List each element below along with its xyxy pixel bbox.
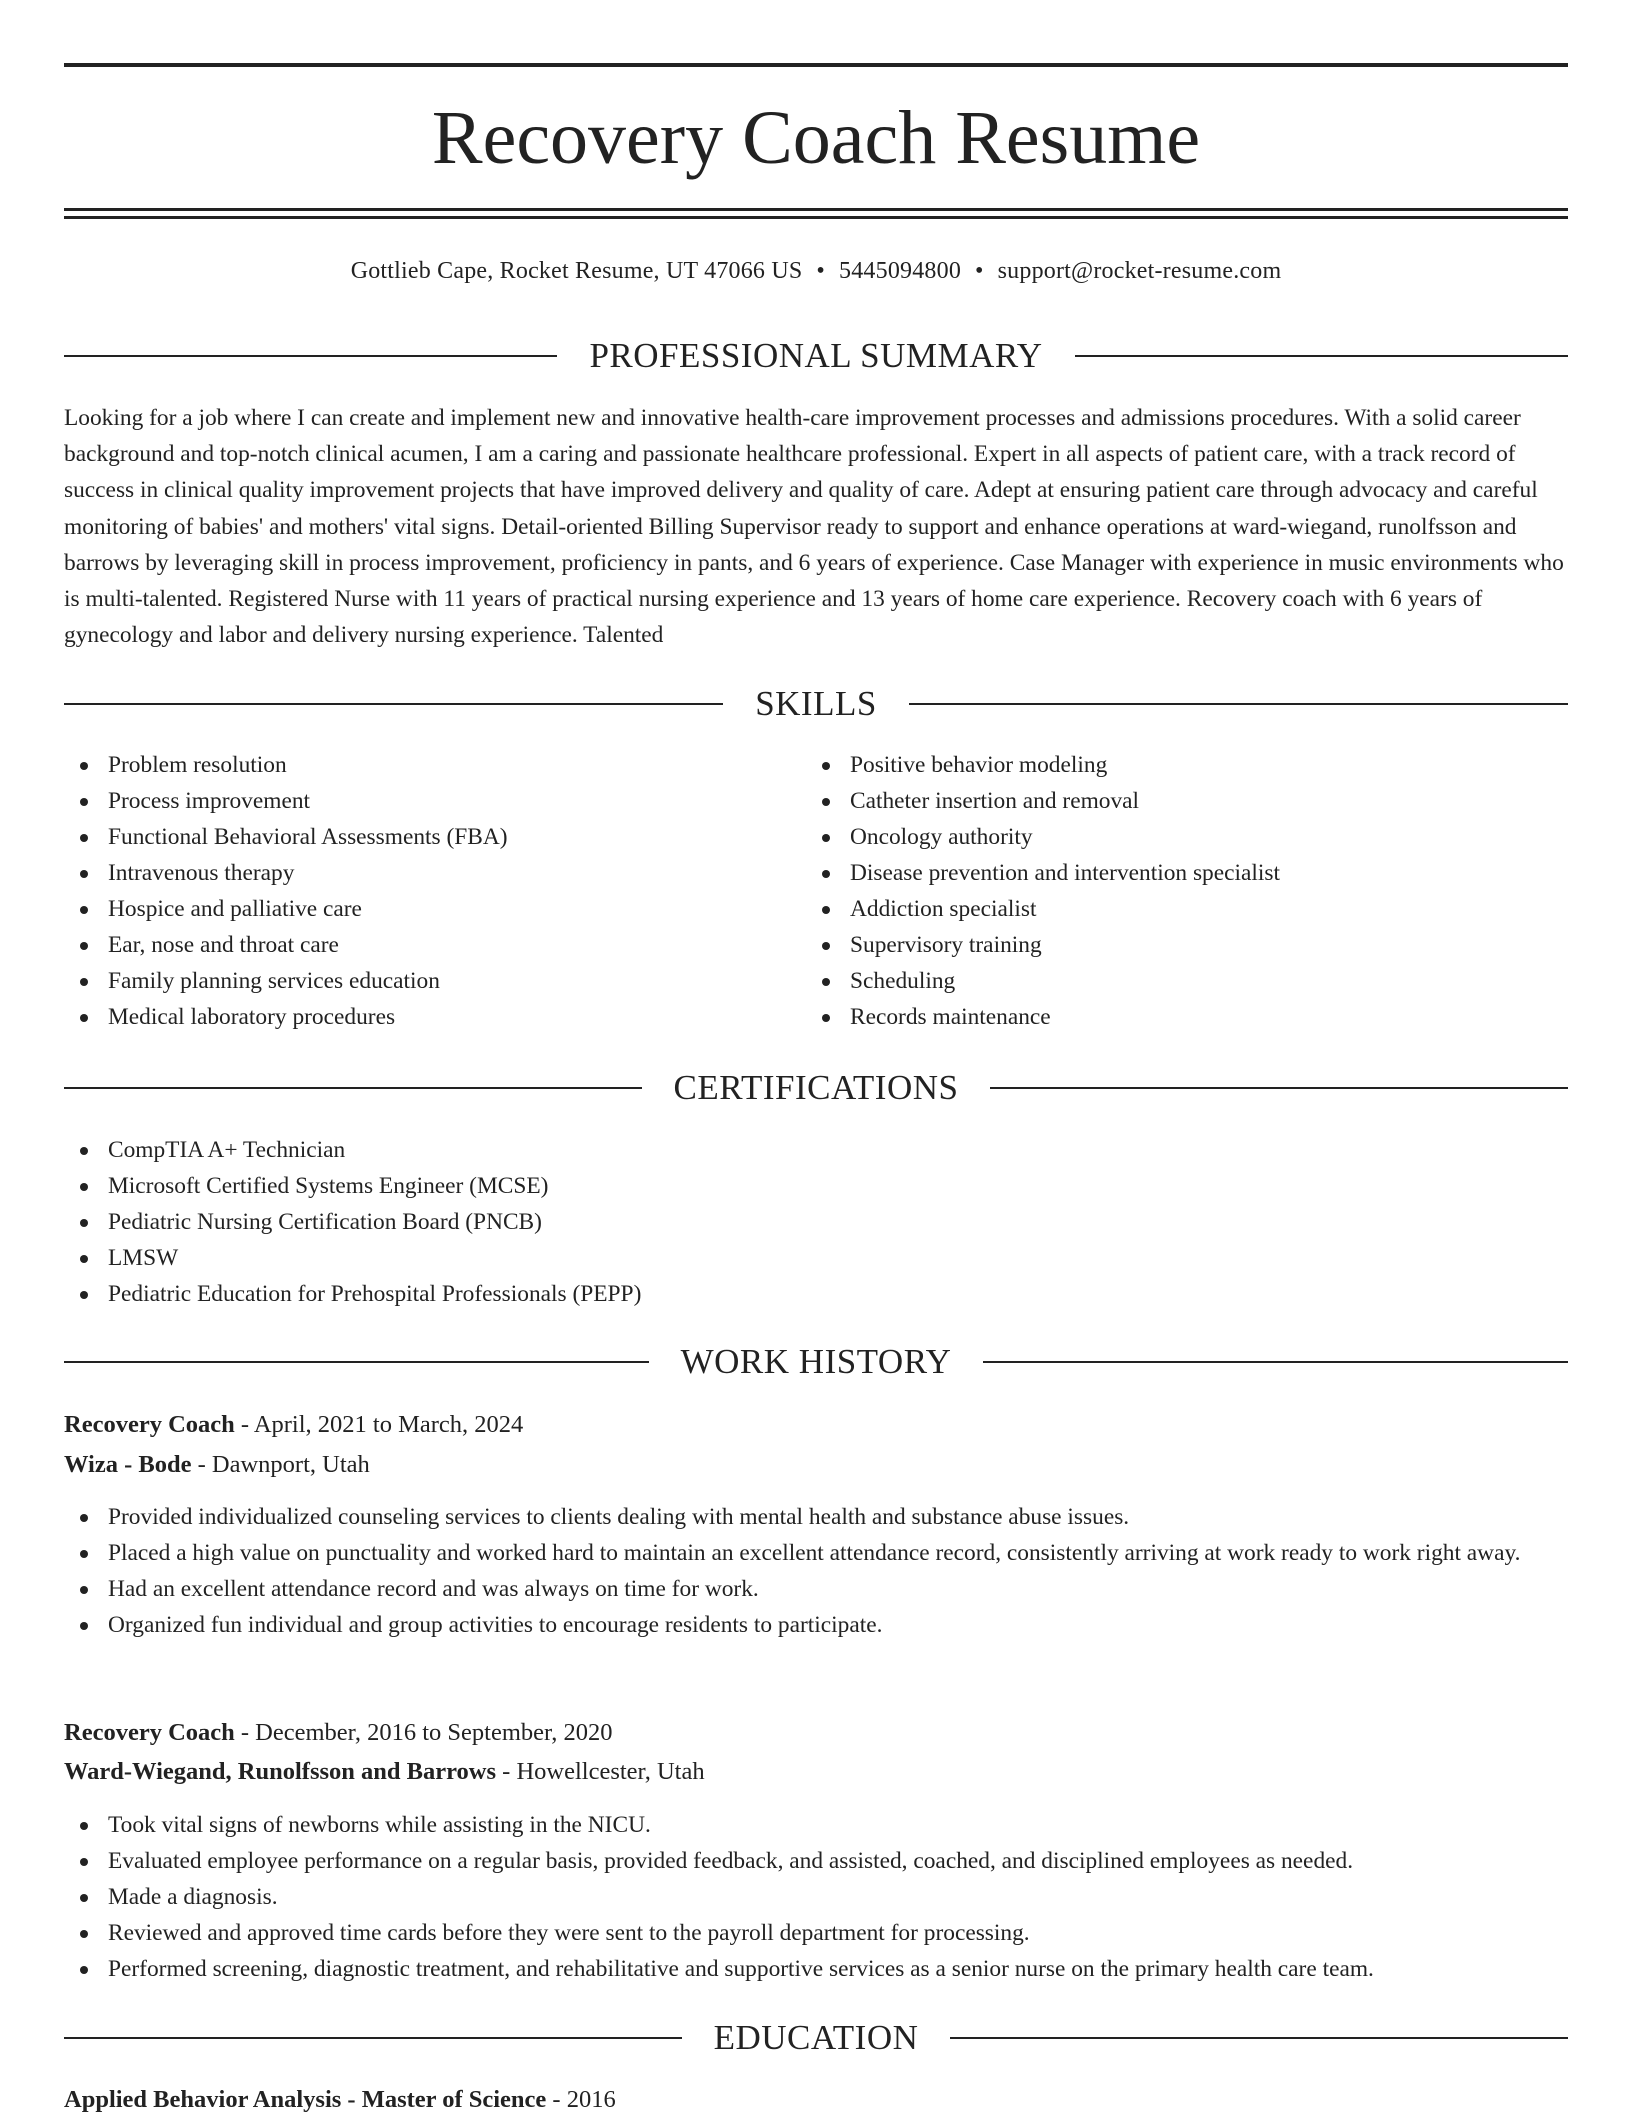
section-heading-summary bbox=[64, 334, 1568, 378]
job-company: Ward-Wiegand, Runolfsson and Barrows bbox=[64, 1758, 497, 1785]
certification-item: LMSW bbox=[64, 1240, 1568, 1276]
job-title-line bbox=[64, 1715, 1568, 1751]
skill-item: Problem resolution bbox=[64, 747, 804, 783]
skills-list-left bbox=[64, 747, 804, 1035]
job-bullet: Made a diagnosis. bbox=[64, 1879, 1568, 1915]
job-location: - Dawnport, Utah bbox=[191, 1451, 370, 1478]
heading-rule bbox=[64, 703, 723, 705]
certifications-heading: CERTIFICATIONS bbox=[673, 1068, 959, 1107]
job-title: Recovery Coach bbox=[64, 1719, 235, 1746]
contact-line bbox=[64, 254, 1568, 288]
heading-rule bbox=[990, 1087, 1568, 1089]
section-heading-work-history bbox=[64, 1340, 1568, 1384]
job-bullets bbox=[64, 1499, 1568, 1643]
skill-item: Disease prevention and intervention specialist bbox=[806, 855, 1568, 891]
skill-item: Medical laboratory procedures bbox=[64, 999, 804, 1035]
job-dates: - April, 2021 to March, 2024 bbox=[234, 1411, 524, 1438]
skill-item: Family planning services education bbox=[64, 963, 804, 999]
job-company: Wiza - Bode bbox=[64, 1451, 192, 1478]
job-bullets bbox=[64, 1807, 1568, 1987]
job-title: Recovery Coach bbox=[64, 1411, 235, 1438]
contact-separator: • bbox=[975, 258, 984, 284]
job-bullet: Reviewed and approved time cards before they were sent to the payroll department for processing. bbox=[64, 1915, 1568, 1951]
job-company-line bbox=[64, 1754, 1568, 1790]
skill-item: Records maintenance bbox=[806, 999, 1568, 1035]
summary-text: Looking for a job where I can create and implement new and innovative health-care improvement processes and admissions procedures. With a solid career background and top-notch clinical acumen, I am a caring and passionate healthcare professional. Expert in all aspects of patient care, with a track record of success in clinical quality improvement projects that have improved delivery and quality of care. Adept at ensuring patient care through advocacy and careful monitoring of babies' and mothers' vital signs. Detail-oriented Billing Supervisor ready to support and enhance operations at ward-wiegand, runolfsson and barrows by leveraging skill in process improvement, proficiency in pants, and 6 years of experience. Case Manager with experience in music environments who is multi-talented. Registered Nurse with 11 years of practical nursing experience and 13 years of home care experience. Recovery coach with 6 years of gynecology and labor and delivery nursing experience. Talented bbox=[64, 405, 1564, 649]
header-double-rule-upper bbox=[64, 208, 1568, 211]
education-heading: EDUCATION bbox=[713, 2018, 919, 2057]
contact-separator: • bbox=[816, 258, 826, 284]
heading-rule bbox=[64, 1361, 649, 1363]
job-bullet: Performed screening, diagnostic treatment, and rehabilitative and supportive services as a senior nurse on the primary health care team. bbox=[64, 1951, 1568, 1987]
heading-rule bbox=[64, 1087, 642, 1089]
work-history-heading: WORK HISTORY bbox=[680, 1342, 952, 1381]
section-heading-certifications bbox=[64, 1066, 1568, 1110]
job-bullet: Placed a high value on punctuality and worked hard to maintain an excellent attendance record, consistently arriving at work ready to work right away. bbox=[64, 1535, 1568, 1571]
resume-title: Recovery Coach Resume bbox=[431, 96, 1201, 180]
education-year: - 2016 bbox=[546, 2086, 616, 2113]
skill-item: Ear, nose and throat care bbox=[64, 927, 804, 963]
summary-heading: PROFESSIONAL SUMMARY bbox=[589, 336, 1043, 375]
skills-heading: SKILLS bbox=[755, 684, 877, 723]
certification-item: CompTIA A+ Technician bbox=[64, 1132, 1568, 1168]
job-bullet: Provided individualized counseling services to clients dealing with mental health and substance abuse issues. bbox=[64, 1499, 1568, 1535]
job-dates: - December, 2016 to September, 2020 bbox=[234, 1719, 613, 1746]
certification-item: Pediatric Education for Prehospital Professionals (PEPP) bbox=[64, 1276, 1568, 1312]
section-heading-skills bbox=[64, 682, 1568, 726]
skill-item: Addiction specialist bbox=[806, 891, 1568, 927]
job-location: - Howellcester, Utah bbox=[496, 1758, 705, 1785]
heading-rule bbox=[64, 2037, 682, 2039]
skill-item: Process improvement bbox=[64, 783, 804, 819]
skill-item: Oncology authority bbox=[806, 819, 1568, 855]
job-bullet: Had an excellent attendance record and was always on time for work. bbox=[64, 1571, 1568, 1607]
certification-item: Microsoft Certified Systems Engineer (MCSE) bbox=[64, 1168, 1568, 1204]
education-degree: Applied Behavior Analysis - Master of Science bbox=[64, 2086, 547, 2113]
section-heading-education bbox=[64, 2016, 1568, 2060]
skill-item: Hospice and palliative care bbox=[64, 891, 804, 927]
heading-rule bbox=[983, 1361, 1568, 1363]
job-bullet: Evaluated employee performance on a regular basis, provided feedback, and assisted, coached, and disciplined employees as needed. bbox=[64, 1843, 1568, 1879]
skill-item: Scheduling bbox=[806, 963, 1568, 999]
heading-rule bbox=[1075, 355, 1568, 357]
job-company-line bbox=[64, 1447, 1568, 1483]
skill-item: Catheter insertion and removal bbox=[806, 783, 1568, 819]
certification-item: Pediatric Nursing Certification Board (PNCB) bbox=[64, 1204, 1568, 1240]
skill-item: Positive behavior modeling bbox=[806, 747, 1568, 783]
education-entry bbox=[64, 2082, 1568, 2118]
job-bullet: Organized fun individual and group activities to encourage residents to participate. bbox=[64, 1607, 1568, 1643]
heading-rule bbox=[909, 703, 1568, 705]
contact-email: support@rocket-resume.com bbox=[997, 258, 1282, 284]
header-top-rule bbox=[64, 63, 1568, 67]
job-title-line bbox=[64, 1407, 1568, 1443]
skills-list-right bbox=[806, 747, 1568, 1035]
header-double-rule-lower bbox=[64, 216, 1568, 219]
contact-phone: 5445094800 bbox=[839, 258, 962, 284]
skill-item: Supervisory training bbox=[806, 927, 1568, 963]
heading-rule bbox=[64, 355, 557, 357]
contact-address: Gottlieb Cape, Rocket Resume, UT 47066 US bbox=[350, 258, 803, 284]
skill-item: Functional Behavioral Assessments (FBA) bbox=[64, 819, 804, 855]
job-bullet: Took vital signs of newborns while assisting in the NICU. bbox=[64, 1807, 1568, 1843]
heading-rule bbox=[950, 2037, 1568, 2039]
skill-item: Intravenous therapy bbox=[64, 855, 804, 891]
certifications-list bbox=[64, 1132, 1568, 1312]
